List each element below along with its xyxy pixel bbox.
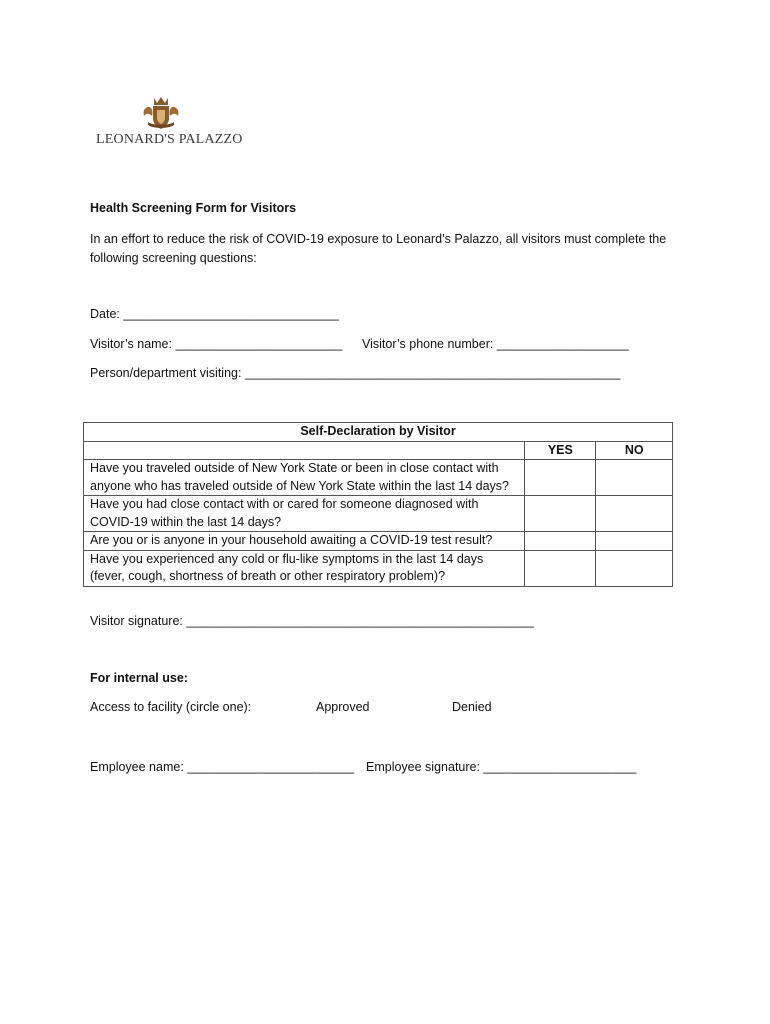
- person-department-field[interactable]: Person/department visiting: ______________________________________________________: [90, 366, 621, 380]
- self-declaration-table: [83, 422, 673, 587]
- internal-use-heading: For internal use:: [90, 671, 188, 685]
- denied-option[interactable]: Denied: [452, 700, 492, 714]
- yes-answer-cell[interactable]: [525, 550, 596, 586]
- approved-option[interactable]: Approved: [316, 700, 370, 714]
- question-text: Have you had close contact with or cared for someone diagnosed with COVID-19 within the last 14 days?: [84, 496, 525, 532]
- visitor-phone-field[interactable]: Visitor’s phone number: ___________________: [362, 337, 629, 351]
- company-logo: [96, 96, 243, 156]
- yes-answer-cell[interactable]: [525, 496, 596, 532]
- date-field[interactable]: Date: _______________________________: [90, 307, 339, 321]
- question-text: Have you experienced any cold or flu-like symptoms in the last 14 days (fever, cough, shortness of breath or other respiratory problem)?: [84, 550, 525, 586]
- table-row: [84, 550, 673, 586]
- crest-icon: [140, 96, 182, 132]
- table-heading: Self-Declaration by Visitor: [84, 423, 673, 442]
- table-row: [84, 460, 673, 496]
- question-text: Have you traveled outside of New York State or been in close contact with anyone who has traveled outside of New York State within the last 14 days?: [84, 460, 525, 496]
- access-label: Access to facility (circle one):: [90, 700, 252, 714]
- yes-column-header: YES: [525, 441, 596, 460]
- table-row: [84, 532, 673, 551]
- employee-signature-field[interactable]: Employee signature: ______________________: [366, 760, 637, 774]
- yes-answer-cell[interactable]: [525, 460, 596, 496]
- no-column-header: NO: [596, 441, 673, 460]
- no-answer-cell[interactable]: [596, 532, 673, 551]
- no-answer-cell[interactable]: [596, 550, 673, 586]
- no-answer-cell[interactable]: [596, 460, 673, 496]
- no-answer-cell[interactable]: [596, 496, 673, 532]
- question-text: Are you or is anyone in your household awaiting a COVID-19 test result?: [84, 532, 525, 551]
- visitor-signature-field[interactable]: Visitor signature: __________________________________________________: [90, 614, 534, 628]
- employee-name-field[interactable]: Employee name: ________________________: [90, 760, 355, 774]
- form-intro: In an effort to reduce the risk of COVID-19 exposure to Leonard’s Palazzo, all visitors must complete the following screening questions:: [90, 232, 667, 265]
- visitor-name-field[interactable]: Visitor’s name: ________________________: [90, 337, 343, 351]
- yes-answer-cell[interactable]: [525, 532, 596, 551]
- form-title: Health Screening Form for Visitors: [90, 201, 297, 215]
- brand-wordmark: LEONARD'S PALAZZO: [96, 132, 243, 147]
- table-row: [84, 496, 673, 532]
